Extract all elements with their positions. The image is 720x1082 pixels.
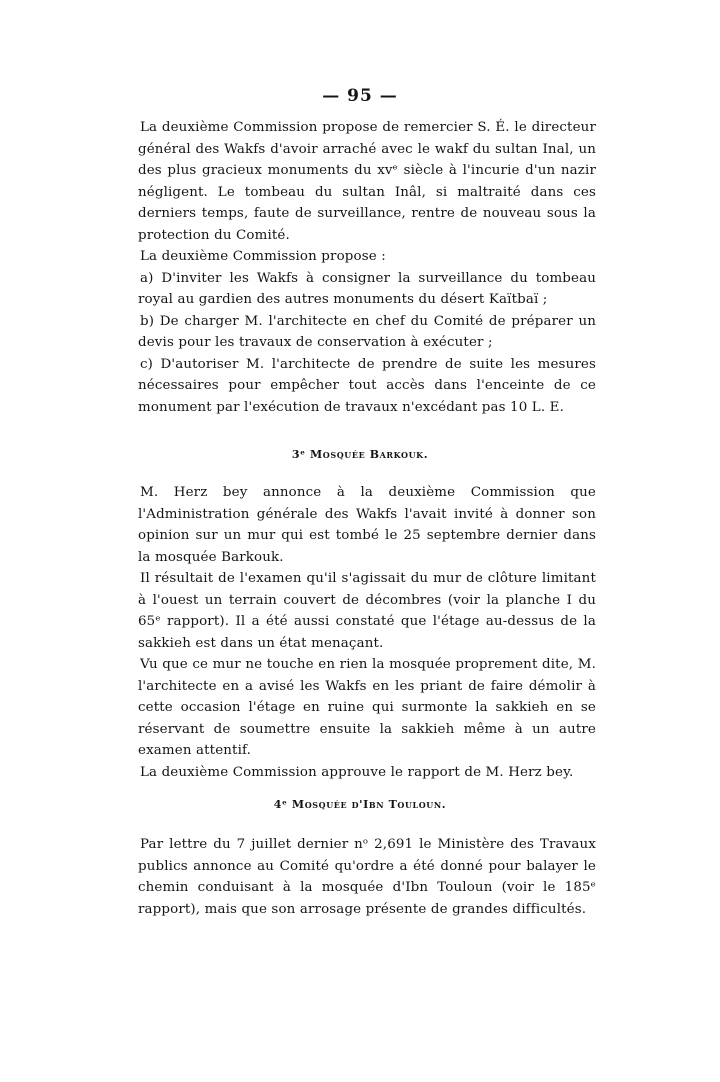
page-number: — 95 —: [322, 86, 398, 106]
paragraph: Vu que ce mur ne touche en rien la mosquée proprement dite, M. l'architecte en a avisé les Wakfs en les priant de faire démolir à cette occasion l'étage en ruine qui surmonte la sakkieh en se réservant de soumettre ensuite la sakkieh même à un autre examen attentif.: [138, 657, 596, 758]
paragraph: Il résultait de l'examen qu'il s'agissait du mur de clôture limitant à l'ouest un terrain couvert de décombres (voir la planche I du 65ᵉ rapport). Il a été aussi constaté que l'étage au-dessus de la sakkieh est dans un état menaçant.: [138, 571, 596, 651]
paragraph: c) D'autoriser M. l'architecte de prendre de suite les mesures nécessaires pour empêcher tout accès dans l'enceinte de ce monument par l'exécution de travaux n'excédant pas 10 L. E.: [138, 356, 596, 415]
paragraph: M. Herz bey annonce à la deuxième Commission que l'Administration générale des Wakfs l'avait invité à donner son opinion sur un mur qui est tombé le 25 septembre dernier dans la mosquée Barkouk.: [138, 485, 596, 565]
paragraph: a) D'inviter les Wakfs à consigner la surveillance du tombeau royal au gardien des autres monuments du désert Kaïtbaï ;: [138, 270, 596, 307]
paragraph: Par lettre du 7 juillet dernier nᵒ 2,691 le Ministère des Travaux publics annonce au Comité qu'ordre a été donné pour balayer le chemin conduisant à la mosquée d'Ibn Touloun (voir le 185ᵉ rapport), mais que son arrosage présente de grandes difficultés.: [138, 837, 596, 917]
paragraph: b) De charger M. l'architecte en chef du Comité de préparer un devis pour les travaux de conservation à exécuter ;: [138, 313, 596, 350]
section-inal-text: [138, 117, 596, 418]
paragraph: La deuxième Commission approuve le rapport de M. Herz bey.: [140, 764, 574, 780]
section-heading-ibn-touloun: 4ᵉ Mosquée d'Ibn Touloun.: [273, 798, 447, 811]
paragraph: La deuxième Commission propose :: [140, 249, 386, 264]
section-heading-barkouk: 3ᵉ Mosquée Barkouk.: [291, 448, 429, 461]
section-ibn-touloun-text: [138, 834, 596, 920]
paragraph: La deuxième Commission propose de remercier S. É. le directeur général des Wakfs d'avoir arraché avec le wakf du sultan Inal, un des plus gracieux monuments du xvᵉ siècle à l'incurie d'un nazir négligent. Le tombeau du sultan Inâl, si maltraité dans ces derniers temps, faute de surveillance, rentre de nouveau sous la protection du Comité.: [138, 120, 596, 243]
section-barkouk-text: [138, 482, 596, 783]
